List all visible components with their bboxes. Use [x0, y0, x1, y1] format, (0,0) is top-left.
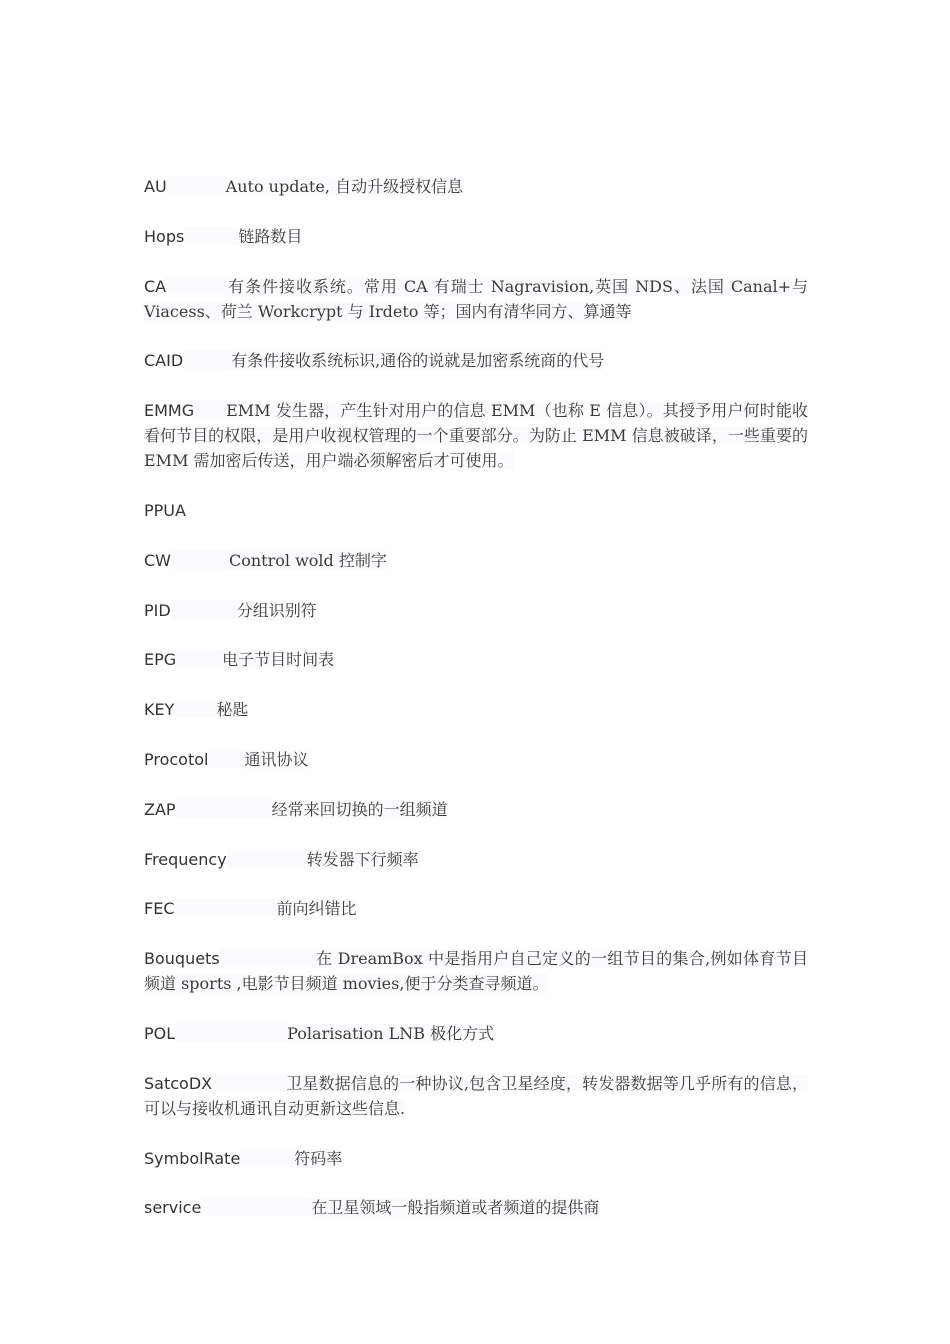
glossary-entry-satcodx: [144, 1071, 808, 1121]
glossary-term: service: [144, 1198, 202, 1218]
glossary-term: Procotol: [144, 749, 209, 769]
glossary-entry-caid: [144, 348, 808, 373]
glossary-term: KEY: [144, 700, 175, 720]
glossary-definition: 通讯协议: [244, 749, 309, 769]
glossary-definition: 链路数目: [238, 226, 303, 246]
glossary-entry-frequency: [144, 847, 808, 872]
glossary-definition: 电子节目时间表: [222, 650, 335, 670]
glossary-term: SymbolRate: [144, 1148, 241, 1168]
glossary-entry-ca: [144, 274, 808, 324]
glossary-list: [144, 174, 808, 1245]
glossary-entry-procotol: [144, 747, 808, 772]
glossary-entry-zap: [144, 797, 808, 822]
glossary-term: CA: [144, 276, 167, 296]
glossary-term: AU: [144, 177, 167, 196]
glossary-definition: Polarisation LNB 极化方式: [287, 1023, 495, 1043]
glossary-entry-cw: [144, 548, 808, 573]
glossary-entry-epg: [144, 647, 808, 672]
glossary-term: CW: [144, 550, 171, 570]
glossary-entry-fec: [144, 896, 808, 921]
glossary-definition: 在 DreamBox 中是指用户自己定义的一组节目的集合,例如体育节目频道 sports ,电影节目频道 movies,便于分类查寻频道。: [144, 949, 808, 994]
glossary-entry-pid: [144, 598, 808, 623]
glossary-entry-hops: [144, 224, 808, 249]
glossary-definition: 在卫星领域一般指频道或者频道的提供商: [311, 1198, 600, 1218]
glossary-term: Frequency: [144, 849, 227, 869]
glossary-term: PPUA: [144, 500, 186, 520]
glossary-entry-ppua: [144, 498, 808, 523]
glossary-term: POL: [144, 1023, 176, 1043]
glossary-entry-au: [144, 174, 808, 199]
glossary-term: FEC: [144, 899, 175, 919]
glossary-term: SatcoDX: [144, 1073, 213, 1093]
glossary-entry-pol: [144, 1021, 808, 1046]
glossary-term: CAID: [144, 351, 184, 371]
glossary-definition: 前向纠错比: [276, 899, 357, 919]
glossary-definition: 经常来回切换的一组频道: [271, 799, 448, 819]
glossary-definition: 秘匙: [216, 700, 249, 720]
glossary-term: Hops: [144, 226, 185, 246]
glossary-term: ZAP: [144, 799, 176, 819]
glossary-definition: 符码率: [294, 1148, 343, 1168]
glossary-term: EPG: [144, 650, 177, 670]
glossary-definition: 分组识别符: [236, 600, 317, 620]
glossary-definition: EMM 发生器，产生针对用户的信息 EMM（也称 E 信息）。其授予用户何时能收看何节目的权限，是用户收视权管理的一个重要部分。为防止 EMM 信息被破译，一些重要的 EMM 需加密后传送，用户端必须解密后才可使用。: [144, 401, 808, 471]
glossary-entry-service: [144, 1195, 808, 1220]
glossary-entry-key: [144, 697, 808, 722]
glossary-term: EMMG: [144, 401, 195, 421]
glossary-definition: 有条件接收系统标识,通俗的说就是加密系统商的代号: [231, 351, 605, 371]
glossary-entry-symbolrate: [144, 1146, 808, 1171]
glossary-definition: Auto update, 自动升级授权信息: [225, 177, 464, 196]
glossary-entry-emmg: [144, 398, 808, 473]
glossary-term: PID: [144, 600, 171, 620]
glossary-definition: 卫星数据信息的一种协议,包含卫星经度，转发器数据等几乎所有的信息，可以与接收机通讯自动更新这些信息.: [144, 1073, 808, 1118]
glossary-entry-bouquets: [144, 946, 808, 996]
glossary-definition: 转发器下行频率: [306, 849, 419, 869]
glossary-term: Bouquets: [144, 949, 220, 969]
glossary-definition: 有条件接收系统。常用 CA 有瑞士 Nagravision,英国 NDS、法国 Canal+与 Viacess、荷兰 Workcrypt 与 Irdeto 等；国内有清华同方、算通等: [144, 276, 808, 321]
glossary-definition: Control wold 控制字: [229, 550, 387, 570]
